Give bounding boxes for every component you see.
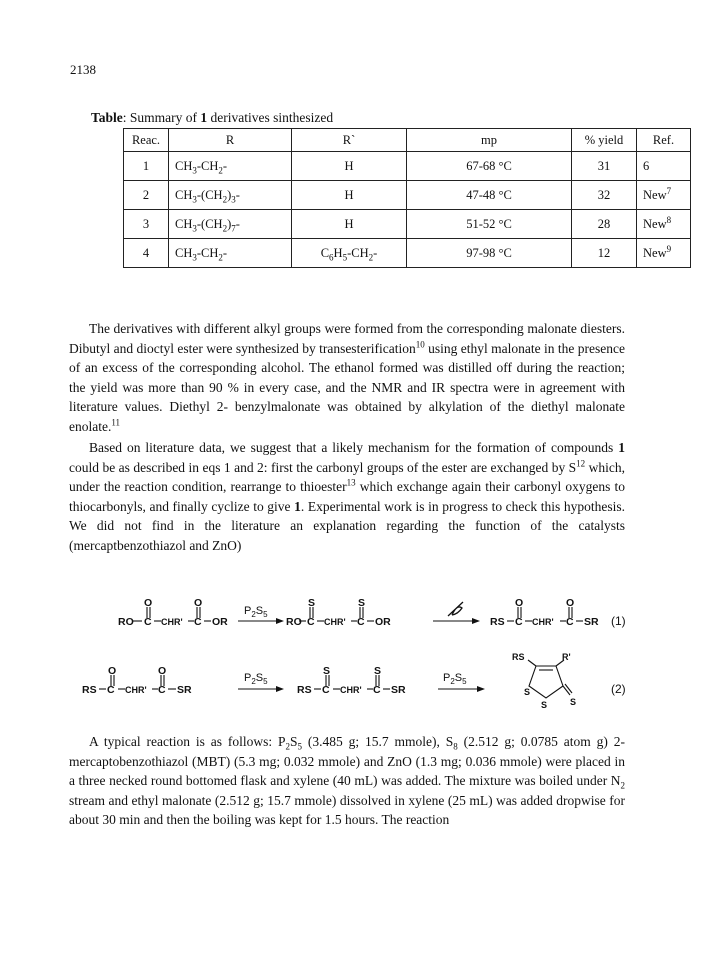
eq1-s3-c2: C	[566, 616, 574, 628]
eq2-s2-c1: C	[322, 684, 330, 696]
cell-r: $CH_3-CH_2-$	[169, 152, 292, 181]
derivatives-table	[123, 128, 691, 268]
reaction-schemes	[0, 594, 720, 714]
cell-ref: 6	[637, 152, 691, 181]
eq2-s2-c2: C	[373, 684, 381, 696]
eq1-s3-o2: O	[566, 597, 575, 609]
cell-mp: 51-52 °C	[407, 210, 572, 239]
eq1-s1-chr: CHR'	[161, 617, 183, 627]
eq2-s2-s1: S	[323, 665, 331, 677]
eq1-s1-or: OR	[212, 616, 228, 628]
eq2-s2-chr: CHR'	[340, 685, 362, 695]
eq2-reagent-1: $P_2S_5$	[244, 672, 268, 686]
table-body	[124, 152, 691, 268]
cell-yield: 28	[572, 210, 637, 239]
header-mp: mp	[407, 129, 572, 152]
table-header-row	[124, 129, 691, 152]
header-reac: Reac.	[124, 129, 169, 152]
ring-s1: S	[524, 687, 531, 697]
eq1-s2-s1: S	[308, 597, 316, 609]
caption-prefix: Table	[91, 110, 123, 125]
cell-r-prime: H	[292, 181, 407, 210]
cell-yield: 12	[572, 239, 637, 268]
eq1-s2-c1: C	[307, 616, 315, 628]
eq1-s2-s2: S	[358, 597, 366, 609]
cell-ref: New$^7$	[637, 181, 691, 210]
cell-reac: 3	[124, 210, 169, 239]
eq1-s1-o1: O	[144, 597, 153, 609]
eq1-s2-or: OR	[375, 616, 391, 628]
caption-before: : Summary of	[122, 110, 201, 125]
cell-reac: 4	[124, 239, 169, 268]
eq2-s1-o2: O	[158, 665, 167, 677]
eq1-s3-sr: SR	[584, 616, 599, 628]
reaction-scheme-svg	[0, 594, 720, 714]
paragraph-mechanism: Based on literature data, we suggest that a likely mechanism for the formation of compounds 1 could be as described in eqs 1 and 2: first the carbonyl groups of the ester are exchanged by $S^{12}$ which, under the reaction condition, rearrange to thioester$^{13}$ which exchange again their carbonyl oxygens to thiocarbonyls, and finally cyclize to give 1. Experimental work is in progress to check this hypothesis. We did not find in the literature an explanation regarding the function of the catalysts (mercaptbenzothiazol and ZnO)	[69, 440, 625, 553]
eq1-s2-chr: CHR'	[324, 617, 346, 627]
header-ref: Ref.	[637, 129, 691, 152]
eq2-s2-s2: S	[374, 665, 382, 677]
cell-r: $CH_3-(CH_2)_3-$	[169, 181, 292, 210]
eq1-s1-c1: C	[144, 616, 152, 628]
eq1-s2-c2: C	[357, 616, 365, 628]
cell-reac: 2	[124, 181, 169, 210]
eq1-label: (1)	[611, 614, 626, 628]
eq2-s2-rs: RS	[297, 684, 312, 696]
table-row	[124, 181, 691, 210]
eq2-s1-sr: SR	[177, 684, 192, 696]
cell-mp: 67-68 °C	[407, 152, 572, 181]
cell-yield: 32	[572, 181, 637, 210]
cell-mp: 97-98 °C	[407, 239, 572, 268]
header-yield: % yield	[572, 129, 637, 152]
eq2-s1-chr: CHR'	[125, 685, 147, 695]
cell-ref: New$^8$	[637, 210, 691, 239]
eq1-s2-ro: RO	[286, 616, 302, 628]
eq2-s1-c1: C	[107, 684, 115, 696]
eq1-s1-ro: RO	[118, 616, 134, 628]
cell-r: $CH_3-(CH_2)_7-$	[169, 210, 292, 239]
caption-number: 1	[200, 110, 208, 125]
cell-r-prime: H	[292, 152, 407, 181]
table-caption	[91, 110, 333, 126]
caption-after: derivatives sinthesized	[207, 110, 334, 125]
eq2-label: (2)	[611, 682, 626, 696]
cell-yield: 31	[572, 152, 637, 181]
cell-ref: New$^9$	[637, 239, 691, 268]
eq2-reagent-2: $P_2S_5$	[443, 672, 467, 686]
table-row	[124, 152, 691, 181]
eq1-s3-rs: RS	[490, 616, 505, 628]
paragraph-derivatives: The derivatives with different alkyl groups were formed from the corresponding malonate diesters. Dibutyl and dioctyl ester were synthesized by transesterification$^{10}$ using ethyl malonate in the presence of an excess of the corresponding alcohol. The ethanol formed was distilled off during the reaction; the yield was more than 90 % in every case, and the NMR and IR spectra were in agreement with literature values. Diethyl 2- benzylmalonate was obtained by alkylation of the diethyl malonate enolate.$^{11}$	[69, 321, 625, 434]
table-row	[124, 210, 691, 239]
eq1-s1-c2: C	[194, 616, 202, 628]
eq1-s3-chr: CHR'	[532, 617, 554, 627]
ring-rs: RS	[512, 652, 525, 662]
ring-s3: S	[570, 697, 577, 707]
eq2-s1-rs: RS	[82, 684, 97, 696]
header-r: R	[169, 129, 292, 152]
eq2-s1-c2: C	[158, 684, 166, 696]
eq1-s3-o1: O	[515, 597, 524, 609]
page-number: 2138	[70, 62, 96, 77]
ring-r: R'	[562, 652, 571, 662]
eq1-s1-o2: O	[194, 597, 203, 609]
table-row	[124, 239, 691, 268]
ring-s2: S	[541, 700, 548, 710]
eq1-reagent: $P_2S_5$	[244, 605, 268, 619]
cell-mp: 47-48 °C	[407, 181, 572, 210]
cell-reac: 1	[124, 152, 169, 181]
cell-r-prime: $C_6H_5-CH_2-$	[292, 239, 407, 268]
eq2-s2-sr: SR	[391, 684, 406, 696]
eq2-s1-o1: O	[108, 665, 117, 677]
paragraph-procedure: A typical reaction is as follows: $P_2S_5$ (3.485 g; 15.7 mmole), $S_8$ (2.512 g; 0.0785 atom g) 2-mercaptobenzothiazol (MBT) (5.3 mg; 0.032 mmole) and ZnO (1.3 mg; 0.036 mmole) were placed in a three necked round bottomed flask and xylene (40 mL) was added. The mixture was boiled under $N_2$ stream and ethyl malonate (2.512 g; 15.7 mmole) dissolved in xylene (25 mL) was added dropwise for about 30 min and then the boiling was kept for 1.5 hours. The reaction	[69, 734, 625, 828]
cell-r-prime: H	[292, 210, 407, 239]
header-r-prime: R`	[292, 129, 407, 152]
eq1-s3-c1: C	[515, 616, 523, 628]
cell-r: $CH_3-CH_2-$	[169, 239, 292, 268]
